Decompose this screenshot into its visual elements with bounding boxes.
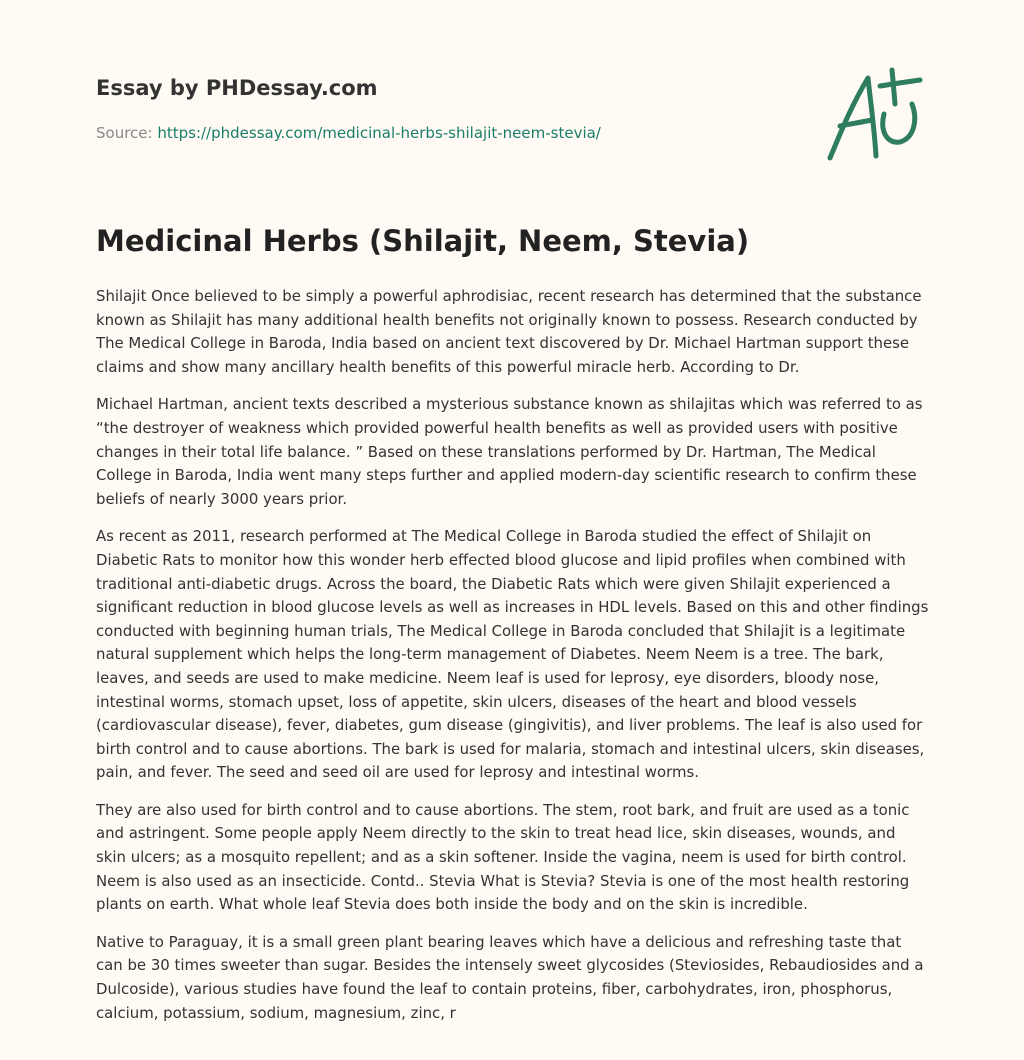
essay-paragraph: Michael Hartman, ancient texts described a mysterious substance known as shilajitas which was referred to as “the destroyer of weakness which provided powerful health benefits as well as provided users with positive changes in their total life balance. ” Based on these translations performed by Dr. Hartman, The Medical College in Baroda, India went many steps further and applied modern-day scientific research to confirm these beliefs of nearly 3000 years prior.: [96, 395, 923, 508]
source-link[interactable]: https://phdessay.com/medicinal-herbs-shilajit-neem-stevia/: [157, 124, 601, 142]
site-brand: Essay by PHDessay.com: [96, 76, 378, 100]
source-label: Source:: [96, 124, 158, 142]
essay-body: [96, 285, 930, 1039]
source-line: [96, 124, 601, 142]
essay-paragraph: Shilajit Once believed to be simply a powerful aphrodisiac, recent research has determined that the substance known as Shilajit has many additional health benefits not originally known to possess. Research conducted by The Medical College in Baroda, India based on ancient text discovered by Dr. Michael Hartman support these claims and show many ancillary health benefits of this powerful miracle herb. According to Dr.: [96, 287, 922, 376]
essay-paragraph: They are also used for birth control and to cause abortions. The stem, root bark, and fruit are used as a tonic and astringent. Some people apply Neem directly to the skin to treat head lice, skin diseases, wounds, and skin ulcers; as a mosquito repellent; and as a skin softener. Inside the vagina, neem is used for birth control. Neem is also used as an insecticide. Contd.. Stevia What is Stevia? Stevia is one of the most health restoring plants on earth. What whole leaf Stevia does both inside the body and on the skin is incredible.: [96, 800, 910, 914]
a-plus-grade-icon: [818, 64, 930, 168]
essay-title: Medicinal Herbs (Shilajit, Neem, Stevia): [96, 224, 750, 258]
essay-paragraph: Native to Paraguay, it is a small green plant bearing leaves which have a delicious and refreshing taste that can be 30 times sweeter than sugar. Besides the intensely sweet glycosides (Steviosides, Rebaudiosides and a Dulcoside), various studies have found the leaf to contain proteins, fiber, carbohydrates, iron, phosphorus, calcium, potassium, sodium, magnesium, zinc, r: [96, 932, 924, 1022]
essay-paragraph: As recent as 2011, research performed at The Medical College in Baroda studied the effect of Shilajit on Diabetic Rats to monitor how this wonder herb effected blood glucose and lipid profiles when combined with traditional anti-diabetic drugs. Across the board, the Diabetic Rats which were given Shilajit experienced a significant reduction in blood glucose levels as well as increases in HDL levels. Based on this and other findings conducted with beginning human trials, The Medical College in Baroda concluded that Shilajit is a legitimate natural supplement which helps the long-term management of Diabetes. Neem Neem is a tree. The bark, leaves, and seeds are used to make medicine. Neem leaf is used for leprosy, eye disorders, bloody nose, intestinal worms, stomach upset, loss of appetite, skin ulcers, diseases of the heart and blood vessels (cardiovascular disease), fever, diabetes, gum disease (gingivitis), and liver problems. The leaf is also used for birth control and to cause abortions. The bark is used for malaria, stomach and intestinal ulcers, skin diseases, pain, and fever. The seed and seed oil are used for leprosy and intestinal worms.: [96, 527, 929, 782]
